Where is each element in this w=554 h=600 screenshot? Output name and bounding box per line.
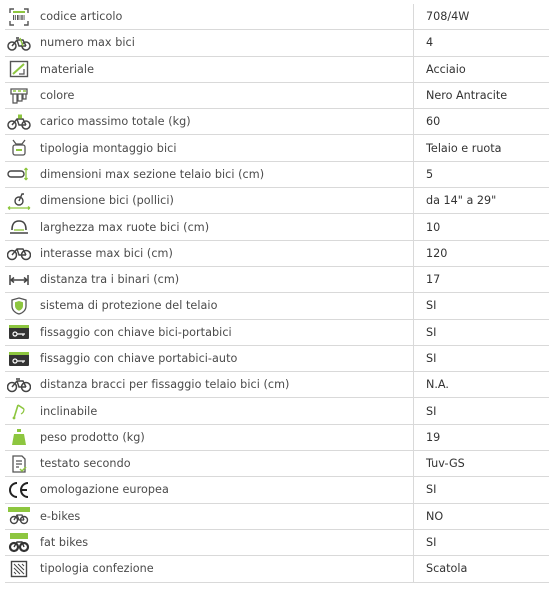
spec-value: da 14" a 29" <box>426 194 497 208</box>
spec-value: SI <box>426 536 437 550</box>
bikes-icon <box>7 33 31 53</box>
spec-label: sistema di protezione del telaio <box>40 299 218 313</box>
spec-value: 10 <box>426 220 441 234</box>
spec-label: distanza tra i binari (cm) <box>40 273 180 287</box>
spec-row-testato-secondo <box>5 451 549 477</box>
spec-value: 19 <box>426 430 441 444</box>
spec-row-larghezza-ruote <box>5 214 549 240</box>
spec-value: 4 <box>426 36 434 50</box>
spec-row-dimensione-bici <box>5 188 549 214</box>
weight-icon <box>7 427 31 447</box>
spec-label: tipologia montaggio bici <box>40 141 177 155</box>
spec-label: materiale <box>40 62 95 76</box>
spec-label: tipologia confezione <box>40 562 154 576</box>
spec-label: codice articolo <box>40 10 123 24</box>
spec-value: 17 <box>426 273 441 287</box>
spec-label: numero max bici <box>40 36 135 50</box>
key-lock-car-icon <box>7 349 31 369</box>
spec-label: e-bikes <box>40 509 81 523</box>
spec-label: fissaggio con chiave portabici-auto <box>40 352 238 365</box>
spec-value: NO <box>426 509 444 523</box>
material-icon <box>7 59 31 79</box>
spec-row-peso-prodotto <box>5 425 549 451</box>
spec-label: inclinabile <box>40 404 98 418</box>
rail-distance-icon <box>7 270 31 290</box>
spec-value: SI <box>426 483 437 497</box>
barcode-icon <box>7 7 31 27</box>
box-package-icon <box>7 559 31 579</box>
tire-width-icon <box>7 217 31 237</box>
ce-mark-icon <box>7 480 31 500</box>
spec-row-e-bikes <box>5 504 549 530</box>
spec-row-sezione-telaio <box>5 162 549 188</box>
spec-value: Nero Antracite <box>426 89 508 103</box>
spec-row-codice-articolo <box>5 4 549 30</box>
spec-label: fat bikes <box>40 536 89 550</box>
frame-section-icon <box>7 164 31 184</box>
test-document-icon <box>7 454 31 474</box>
spec-value: 120 <box>426 246 448 260</box>
spec-value: 708/4W <box>426 10 470 24</box>
spec-row-inclinabile <box>5 398 549 424</box>
spec-row-materiale <box>5 57 549 83</box>
spec-label: peso prodotto (kg) <box>40 430 145 444</box>
key-lock-icon <box>7 322 31 342</box>
spec-row-omologazione <box>5 477 549 503</box>
spec-row-protezione-telaio <box>5 293 549 319</box>
wheelbase-icon <box>7 243 31 263</box>
spec-value: SI <box>426 404 437 418</box>
spec-table <box>5 4 549 583</box>
spec-label: fissaggio con chiave bici-portabici <box>40 325 232 339</box>
spec-value: Scatola <box>426 562 468 576</box>
arm-distance-icon <box>7 375 31 395</box>
spec-label: dimensione bici (pollici) <box>40 194 174 208</box>
spec-label: testato secondo <box>40 457 131 471</box>
spec-value: SI <box>426 299 437 313</box>
bike-size-icon <box>7 191 31 211</box>
fat-bike-icon <box>7 533 31 553</box>
spec-value: Telaio e ruota <box>426 141 502 155</box>
bikes-weight-icon <box>7 112 31 132</box>
ebike-icon <box>7 506 31 526</box>
spec-row-chiave-portabici-auto <box>5 346 549 372</box>
spec-value: SI <box>426 352 437 365</box>
tilt-icon <box>7 401 31 421</box>
spec-value: Tuv-GS <box>426 457 465 471</box>
spec-row-tipologia-montaggio <box>5 135 549 161</box>
spec-value: SI <box>426 325 437 339</box>
spec-label: distanza bracci per fissaggio telaio bici (cm) <box>40 378 290 392</box>
spec-row-interasse <box>5 241 549 267</box>
spec-label: colore <box>40 89 75 103</box>
spec-label: carico massimo totale (kg) <box>40 115 191 129</box>
spec-label: larghezza max ruote bici (cm) <box>40 220 210 234</box>
spec-label: interasse max bici (cm) <box>40 246 173 260</box>
spec-row-chiave-bici-portabici <box>5 320 549 346</box>
spec-value: 5 <box>426 167 434 181</box>
spec-label: dimensioni max sezione telaio bici (cm) <box>40 167 265 181</box>
frame-protection-icon <box>7 296 31 316</box>
spec-value: N.A. <box>426 378 449 392</box>
mount-type-icon <box>7 138 31 158</box>
spec-row-distanza-bracci <box>5 372 549 398</box>
spec-row-numero-max-bici <box>5 30 549 56</box>
spec-row-distanza-binari <box>5 267 549 293</box>
spec-row-carico-massimo <box>5 109 549 135</box>
color-palette-icon <box>7 86 31 106</box>
spec-row-colore <box>5 83 549 109</box>
spec-value: 60 <box>426 115 441 129</box>
spec-label: omologazione europea <box>40 483 169 497</box>
spec-row-fat-bikes <box>5 530 549 556</box>
spec-row-tipologia-confezione <box>5 556 549 582</box>
spec-value: Acciaio <box>426 62 466 76</box>
